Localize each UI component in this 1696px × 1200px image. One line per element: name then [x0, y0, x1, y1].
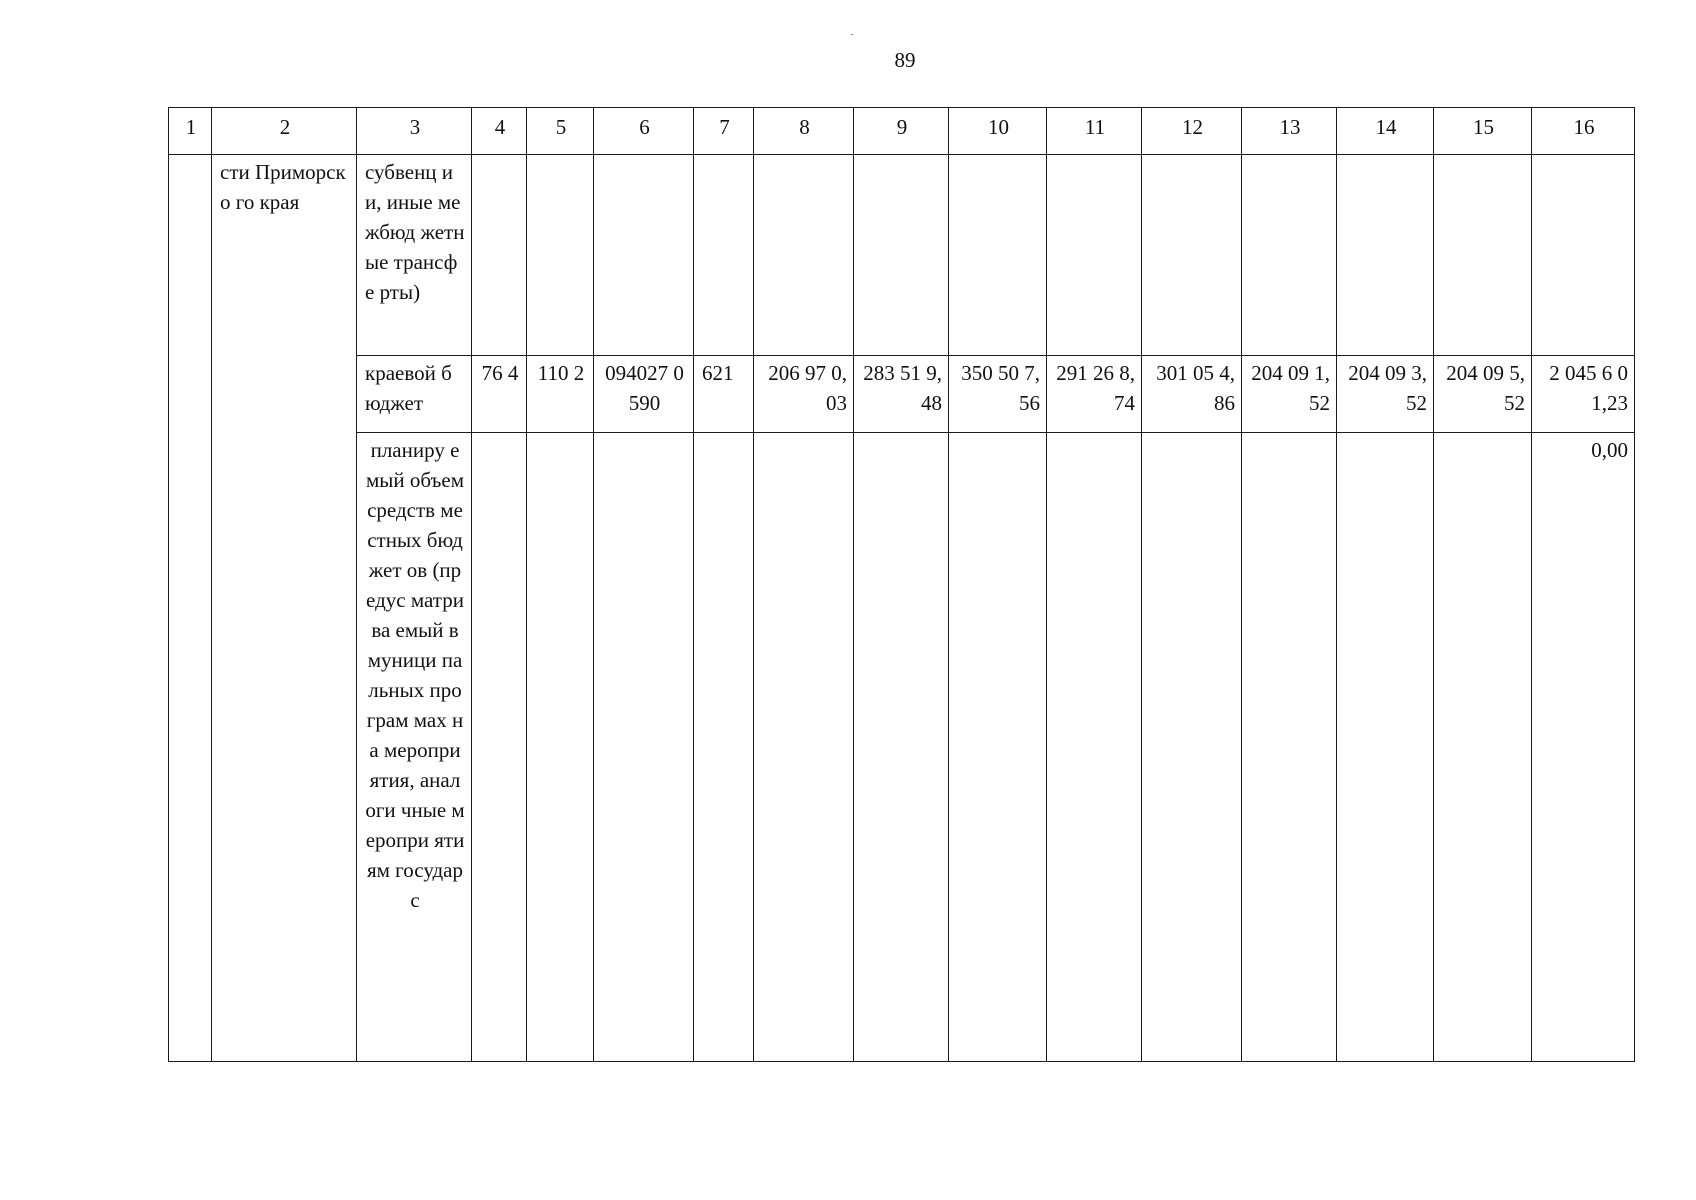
header-cell: 8	[754, 108, 854, 155]
page-number: 89	[894, 48, 916, 72]
header-cell: 4	[472, 108, 527, 155]
table-cell	[1532, 155, 1635, 356]
table-cell	[527, 155, 594, 356]
budget-table	[168, 107, 1635, 1062]
table-cell	[754, 433, 854, 1062]
table-row	[169, 433, 1635, 1062]
header-cell: 5	[527, 108, 594, 155]
table-cell	[1242, 155, 1337, 356]
code-cell: 110 2	[527, 356, 594, 433]
table-cell	[754, 155, 854, 356]
table-cell	[594, 155, 694, 356]
funding-source-cell: субвенц ии, иные межбюд жетные трансфе рты)	[357, 155, 472, 356]
table-cell	[1337, 433, 1434, 1062]
table-cell	[694, 155, 754, 356]
table-cell	[1142, 433, 1242, 1062]
header-cell: 14	[1337, 108, 1434, 155]
total-cell: 0,00	[1532, 433, 1635, 1062]
table-row	[169, 155, 1635, 356]
table-cell	[1337, 155, 1434, 356]
header-cell: 3	[357, 108, 472, 155]
amount-cell: 283 51 9,48	[854, 356, 949, 433]
amount-cell: 204 09 5,52	[1434, 356, 1532, 433]
header-cell: 2	[212, 108, 357, 155]
table-cell	[1242, 433, 1337, 1062]
header-cell: 11	[1047, 108, 1142, 155]
header-cell: 7	[694, 108, 754, 155]
table-row	[169, 356, 1635, 433]
table-cell	[1434, 433, 1532, 1062]
table-cell	[472, 433, 527, 1062]
table-cell	[949, 155, 1047, 356]
amount-cell: 204 09 1,52	[1242, 356, 1337, 433]
amount-cell: 291 26 8,74	[1047, 356, 1142, 433]
total-cell: 2 045 6 01,23	[1532, 356, 1635, 433]
header-cell: 9	[854, 108, 949, 155]
header-cell: 15	[1434, 108, 1532, 155]
table-cell	[854, 155, 949, 356]
header-cell: 10	[949, 108, 1047, 155]
table-cell	[169, 155, 212, 1062]
table-cell	[854, 433, 949, 1062]
table-cell	[949, 433, 1047, 1062]
code-cell: 76 4	[472, 356, 527, 433]
header-cell: 6	[594, 108, 694, 155]
table-cell	[527, 433, 594, 1062]
table-cell	[694, 433, 754, 1062]
funding-source-cell: краевой бюджет	[357, 356, 472, 433]
code-cell: 621	[694, 356, 754, 433]
amount-cell: 206 97 0,03	[754, 356, 854, 433]
header-row	[169, 108, 1635, 155]
table-cell	[1047, 433, 1142, 1062]
code-cell: 094027 0590	[594, 356, 694, 433]
header-cell: 13	[1242, 108, 1337, 155]
table-cell	[594, 433, 694, 1062]
table-cell	[472, 155, 527, 356]
amount-cell: 204 09 3,52	[1337, 356, 1434, 433]
header-cell: 1	[169, 108, 212, 155]
table-cell	[1142, 155, 1242, 356]
amount-cell: 350 50 7,56	[949, 356, 1047, 433]
header-cell: 16	[1532, 108, 1635, 155]
header-cell: 12	[1142, 108, 1242, 155]
event-name-cell: сти Приморско го края	[212, 155, 357, 1062]
amount-cell: 301 05 4,86	[1142, 356, 1242, 433]
table-cell	[1434, 155, 1532, 356]
funding-source-cell: планиру емый объем средств местных бюджет ов (предус матрива емый в муници пальных програм мах на меропри ятия, аналоги чные меропри ятиям государс	[357, 433, 472, 1062]
scan-speck	[851, 34, 853, 35]
table-cell	[1047, 155, 1142, 356]
